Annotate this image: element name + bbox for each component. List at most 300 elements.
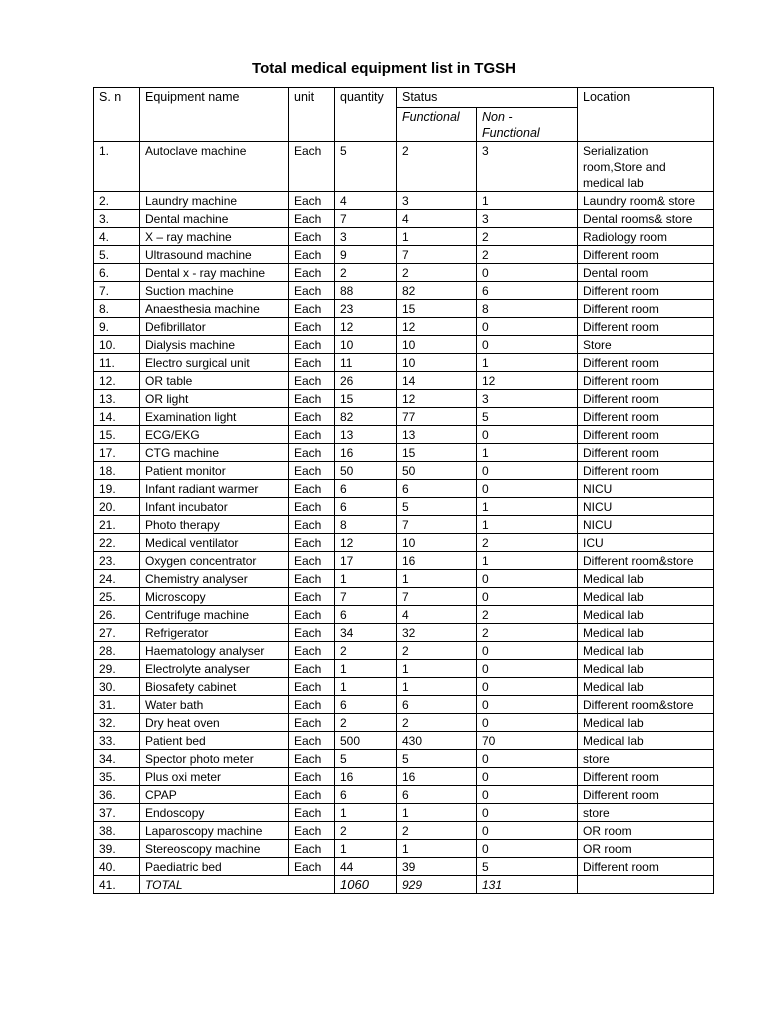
cell-sn: 4. — [94, 228, 140, 246]
table-row — [94, 444, 714, 462]
cell-equipment-name: Patient bed — [140, 732, 289, 750]
cell-non-functional: 1 — [477, 354, 578, 372]
table-row — [94, 858, 714, 876]
cell-sn: 39. — [94, 840, 140, 858]
table-row — [94, 210, 714, 228]
cell-unit: Each — [289, 282, 335, 300]
cell-non-functional: 1 — [477, 192, 578, 210]
cell-equipment-name: Electro surgical unit — [140, 354, 289, 372]
cell-location: Medical lab — [578, 588, 714, 606]
cell-functional: 77 — [397, 408, 477, 426]
cell-quantity: 3 — [335, 228, 397, 246]
cell-unit: Each — [289, 372, 335, 390]
table-row — [94, 408, 714, 426]
cell-sn: 36. — [94, 786, 140, 804]
cell-equipment-name: ECG/EKG — [140, 426, 289, 444]
cell-functional: 3 — [397, 192, 477, 210]
cell-equipment-name: Paediatric bed — [140, 858, 289, 876]
cell-non-functional: 0 — [477, 318, 578, 336]
cell-sn: 5. — [94, 246, 140, 264]
cell-unit: Each — [289, 768, 335, 786]
cell-quantity: 13 — [335, 426, 397, 444]
cell-quantity: 50 — [335, 462, 397, 480]
cell-equipment-name: Patient monitor — [140, 462, 289, 480]
cell-equipment-name: Examination light — [140, 408, 289, 426]
cell-equipment-name: Anaesthesia machine — [140, 300, 289, 318]
cell-quantity: 88 — [335, 282, 397, 300]
cell-functional: 2 — [397, 822, 477, 840]
cell-functional: 14 — [397, 372, 477, 390]
cell-location: Different room — [578, 768, 714, 786]
cell-non-functional: 0 — [477, 804, 578, 822]
cell-quantity: 2 — [335, 714, 397, 732]
cell-quantity: 9 — [335, 246, 397, 264]
cell-unit: Each — [289, 228, 335, 246]
cell-non-functional: 0 — [477, 714, 578, 732]
cell-non-functional: 1 — [477, 552, 578, 570]
cell-location: store — [578, 750, 714, 768]
cell-equipment-name: Chemistry analyser — [140, 570, 289, 588]
cell-sn: 24. — [94, 570, 140, 588]
cell-quantity: 7 — [335, 210, 397, 228]
cell-location: NICU — [578, 480, 714, 498]
cell-location: Medical lab — [578, 606, 714, 624]
cell-equipment-name: X – ray machine — [140, 228, 289, 246]
cell-quantity: 500 — [335, 732, 397, 750]
table-row — [94, 264, 714, 282]
total-row — [94, 876, 714, 894]
cell-non-functional: 2 — [477, 624, 578, 642]
cell-quantity: 10 — [335, 336, 397, 354]
cell-sn: 12. — [94, 372, 140, 390]
cell-quantity: 2 — [335, 264, 397, 282]
document-title: Total medical equipment list in TGSH — [252, 60, 516, 77]
cell-non-functional: 2 — [477, 228, 578, 246]
cell-non-functional: 70 — [477, 732, 578, 750]
cell-functional: 10 — [397, 354, 477, 372]
cell-unit: Each — [289, 336, 335, 354]
cell-unit: Each — [289, 732, 335, 750]
cell-sn: 32. — [94, 714, 140, 732]
cell-non-functional: 1 — [477, 516, 578, 534]
cell-equipment-name: Microscopy — [140, 588, 289, 606]
cell-location: Different room&store — [578, 696, 714, 714]
cell-equipment-name: Dialysis machine — [140, 336, 289, 354]
table-row — [94, 732, 714, 750]
cell-location: Serialization room,Store and medical lab — [578, 142, 714, 192]
cell-functional: 5 — [397, 498, 477, 516]
cell-sn: 38. — [94, 822, 140, 840]
cell-sn: 40. — [94, 858, 140, 876]
cell-sn: 37. — [94, 804, 140, 822]
cell-quantity: 8 — [335, 516, 397, 534]
total-functional: 929 — [397, 876, 477, 894]
cell-functional: 2 — [397, 264, 477, 282]
cell-functional: 6 — [397, 786, 477, 804]
table-row — [94, 804, 714, 822]
cell-location: Different room — [578, 354, 714, 372]
cell-unit: Each — [289, 426, 335, 444]
cell-equipment-name: Refrigerator — [140, 624, 289, 642]
header-location: Location — [578, 88, 714, 142]
cell-unit: Each — [289, 246, 335, 264]
table-row — [94, 142, 714, 192]
table-row — [94, 534, 714, 552]
equipment-table — [93, 87, 714, 894]
cell-non-functional: 0 — [477, 426, 578, 444]
cell-equipment-name: Oxygen concentrator — [140, 552, 289, 570]
cell-equipment-name: Haematology analyser — [140, 642, 289, 660]
table-row — [94, 192, 714, 210]
total-location — [578, 876, 714, 894]
cell-equipment-name: Defibrillator — [140, 318, 289, 336]
header-non-functional: Non - Functional — [477, 108, 578, 142]
cell-location: Different room — [578, 282, 714, 300]
cell-non-functional: 0 — [477, 786, 578, 804]
cell-functional: 82 — [397, 282, 477, 300]
cell-quantity: 6 — [335, 498, 397, 516]
cell-sn: 7. — [94, 282, 140, 300]
cell-unit: Each — [289, 534, 335, 552]
cell-sn: 2. — [94, 192, 140, 210]
cell-location: OR room — [578, 840, 714, 858]
cell-unit: Each — [289, 142, 335, 192]
cell-equipment-name: Suction machine — [140, 282, 289, 300]
cell-equipment-name: CTG machine — [140, 444, 289, 462]
cell-sn: 6. — [94, 264, 140, 282]
cell-non-functional: 1 — [477, 444, 578, 462]
cell-location: Different room&store — [578, 552, 714, 570]
cell-quantity: 6 — [335, 786, 397, 804]
table-body — [94, 142, 714, 876]
cell-equipment-name: Plus oxi meter — [140, 768, 289, 786]
cell-sn: 18. — [94, 462, 140, 480]
cell-non-functional: 0 — [477, 642, 578, 660]
cell-sn: 1. — [94, 142, 140, 192]
cell-functional: 15 — [397, 300, 477, 318]
cell-non-functional: 2 — [477, 606, 578, 624]
cell-quantity: 4 — [335, 192, 397, 210]
cell-sn: 27. — [94, 624, 140, 642]
table-row — [94, 336, 714, 354]
cell-non-functional: 0 — [477, 768, 578, 786]
cell-quantity: 82 — [335, 408, 397, 426]
cell-unit: Each — [289, 354, 335, 372]
cell-sn: 8. — [94, 300, 140, 318]
cell-location: Different room — [578, 372, 714, 390]
cell-functional: 7 — [397, 246, 477, 264]
cell-sn: 19. — [94, 480, 140, 498]
cell-unit: Each — [289, 642, 335, 660]
table-row — [94, 750, 714, 768]
cell-non-functional: 5 — [477, 408, 578, 426]
cell-quantity: 6 — [335, 606, 397, 624]
cell-equipment-name: Water bath — [140, 696, 289, 714]
cell-quantity: 1 — [335, 804, 397, 822]
cell-location: Different room — [578, 408, 714, 426]
cell-location: Medical lab — [578, 570, 714, 588]
table-row — [94, 318, 714, 336]
cell-unit: Each — [289, 840, 335, 858]
cell-sn: 10. — [94, 336, 140, 354]
cell-unit: Each — [289, 714, 335, 732]
table-row — [94, 498, 714, 516]
header-functional: Functional — [397, 108, 477, 142]
cell-location: Dental rooms& store — [578, 210, 714, 228]
cell-equipment-name: OR light — [140, 390, 289, 408]
table-row — [94, 606, 714, 624]
table-row — [94, 390, 714, 408]
cell-functional: 7 — [397, 588, 477, 606]
cell-functional: 16 — [397, 768, 477, 786]
cell-unit: Each — [289, 696, 335, 714]
table-row — [94, 660, 714, 678]
cell-functional: 4 — [397, 606, 477, 624]
cell-sn: 29. — [94, 660, 140, 678]
cell-non-functional: 0 — [477, 570, 578, 588]
cell-sn: 34. — [94, 750, 140, 768]
cell-functional: 5 — [397, 750, 477, 768]
cell-functional: 13 — [397, 426, 477, 444]
cell-functional: 10 — [397, 336, 477, 354]
cell-location: Medical lab — [578, 660, 714, 678]
table-row — [94, 426, 714, 444]
cell-functional: 10 — [397, 534, 477, 552]
cell-sn: 3. — [94, 210, 140, 228]
cell-location: Different room — [578, 300, 714, 318]
header-status: Status — [397, 88, 578, 108]
cell-equipment-name: Biosafety cabinet — [140, 678, 289, 696]
cell-quantity: 15 — [335, 390, 397, 408]
cell-location: Dental room — [578, 264, 714, 282]
cell-non-functional: 3 — [477, 390, 578, 408]
table-row — [94, 570, 714, 588]
cell-quantity: 7 — [335, 588, 397, 606]
cell-location: NICU — [578, 516, 714, 534]
cell-unit: Each — [289, 606, 335, 624]
cell-functional: 1 — [397, 570, 477, 588]
cell-location: Medical lab — [578, 642, 714, 660]
cell-quantity: 16 — [335, 444, 397, 462]
cell-non-functional: 0 — [477, 822, 578, 840]
cell-non-functional: 0 — [477, 678, 578, 696]
cell-functional: 2 — [397, 142, 477, 192]
cell-equipment-name: Laundry machine — [140, 192, 289, 210]
cell-equipment-name: Dental x - ray machine — [140, 264, 289, 282]
header-quantity: quantity — [335, 88, 397, 142]
cell-sn: 21. — [94, 516, 140, 534]
cell-location: Different room — [578, 786, 714, 804]
cell-quantity: 44 — [335, 858, 397, 876]
cell-unit: Each — [289, 498, 335, 516]
cell-equipment-name: Centrifuge machine — [140, 606, 289, 624]
cell-quantity: 11 — [335, 354, 397, 372]
table-row — [94, 246, 714, 264]
header-sn: S. n — [94, 88, 140, 142]
table-row — [94, 822, 714, 840]
table-row — [94, 462, 714, 480]
table-row — [94, 480, 714, 498]
cell-unit: Each — [289, 480, 335, 498]
table-row — [94, 588, 714, 606]
cell-unit: Each — [289, 300, 335, 318]
table-row — [94, 372, 714, 390]
cell-quantity: 1 — [335, 660, 397, 678]
cell-location: Laundry room& store — [578, 192, 714, 210]
cell-non-functional: 5 — [477, 858, 578, 876]
cell-non-functional: 12 — [477, 372, 578, 390]
cell-location: Different room — [578, 246, 714, 264]
total-non-functional: 131 — [477, 876, 578, 894]
header-unit: unit — [289, 88, 335, 142]
cell-sn: 13. — [94, 390, 140, 408]
cell-non-functional: 0 — [477, 696, 578, 714]
table-row — [94, 516, 714, 534]
cell-location: Medical lab — [578, 732, 714, 750]
cell-functional: 430 — [397, 732, 477, 750]
header-equipment-name: Equipment name — [140, 88, 289, 142]
cell-unit: Each — [289, 516, 335, 534]
cell-unit: Each — [289, 858, 335, 876]
cell-unit: Each — [289, 552, 335, 570]
table-row — [94, 786, 714, 804]
cell-functional: 1 — [397, 678, 477, 696]
cell-equipment-name: Ultrasound machine — [140, 246, 289, 264]
cell-functional: 7 — [397, 516, 477, 534]
cell-functional: 1 — [397, 660, 477, 678]
cell-unit: Each — [289, 444, 335, 462]
cell-non-functional: 0 — [477, 750, 578, 768]
cell-functional: 12 — [397, 318, 477, 336]
cell-equipment-name: Stereoscopy machine — [140, 840, 289, 858]
cell-sn: 15. — [94, 426, 140, 444]
cell-unit: Each — [289, 786, 335, 804]
cell-quantity: 1 — [335, 678, 397, 696]
cell-functional: 32 — [397, 624, 477, 642]
table-row — [94, 354, 714, 372]
table-row — [94, 768, 714, 786]
cell-functional: 39 — [397, 858, 477, 876]
cell-unit: Each — [289, 804, 335, 822]
cell-quantity: 26 — [335, 372, 397, 390]
cell-location: Different room — [578, 426, 714, 444]
cell-equipment-name: Dry heat oven — [140, 714, 289, 732]
table-row — [94, 696, 714, 714]
cell-non-functional: 2 — [477, 534, 578, 552]
cell-quantity: 6 — [335, 696, 397, 714]
cell-location: Medical lab — [578, 624, 714, 642]
cell-equipment-name: Photo therapy — [140, 516, 289, 534]
cell-location: Different room — [578, 462, 714, 480]
cell-equipment-name: CPAP — [140, 786, 289, 804]
cell-equipment-name: Endoscopy — [140, 804, 289, 822]
cell-non-functional: 0 — [477, 264, 578, 282]
cell-location: Different room — [578, 390, 714, 408]
cell-sn: 33. — [94, 732, 140, 750]
cell-functional: 1 — [397, 228, 477, 246]
cell-unit: Each — [289, 660, 335, 678]
cell-unit: Each — [289, 462, 335, 480]
cell-location: Different room — [578, 444, 714, 462]
cell-sn: 30. — [94, 678, 140, 696]
total-label: TOTAL — [140, 876, 335, 894]
cell-location: NICU — [578, 498, 714, 516]
cell-non-functional: 0 — [477, 480, 578, 498]
cell-unit: Each — [289, 750, 335, 768]
cell-sn: 11. — [94, 354, 140, 372]
cell-location: Different room — [578, 858, 714, 876]
cell-functional: 1 — [397, 840, 477, 858]
cell-unit: Each — [289, 822, 335, 840]
cell-non-functional: 0 — [477, 840, 578, 858]
cell-equipment-name: Spector photo meter — [140, 750, 289, 768]
cell-functional: 1 — [397, 804, 477, 822]
cell-sn: 9. — [94, 318, 140, 336]
table-row — [94, 624, 714, 642]
cell-sn: 17. — [94, 444, 140, 462]
table-header — [94, 88, 714, 142]
cell-non-functional: 2 — [477, 246, 578, 264]
cell-unit: Each — [289, 624, 335, 642]
table-row — [94, 282, 714, 300]
cell-quantity: 5 — [335, 142, 397, 192]
cell-quantity: 1 — [335, 840, 397, 858]
cell-sn: 22. — [94, 534, 140, 552]
cell-location: store — [578, 804, 714, 822]
cell-unit: Each — [289, 264, 335, 282]
cell-sn: 14. — [94, 408, 140, 426]
table-row — [94, 228, 714, 246]
cell-unit: Each — [289, 408, 335, 426]
cell-quantity: 2 — [335, 822, 397, 840]
table-row — [94, 300, 714, 318]
cell-location: ICU — [578, 534, 714, 552]
cell-equipment-name: Medical ventilator — [140, 534, 289, 552]
cell-equipment-name: Electrolyte analyser — [140, 660, 289, 678]
cell-functional: 6 — [397, 696, 477, 714]
table-row — [94, 714, 714, 732]
cell-non-functional: 1 — [477, 498, 578, 516]
cell-non-functional: 6 — [477, 282, 578, 300]
total-quantity: 1060 — [335, 876, 397, 894]
cell-sn: 28. — [94, 642, 140, 660]
cell-functional: 16 — [397, 552, 477, 570]
cell-location: Radiology room — [578, 228, 714, 246]
cell-sn: 35. — [94, 768, 140, 786]
cell-non-functional: 0 — [477, 588, 578, 606]
cell-non-functional: 3 — [477, 210, 578, 228]
cell-quantity: 5 — [335, 750, 397, 768]
cell-quantity: 2 — [335, 642, 397, 660]
cell-non-functional: 8 — [477, 300, 578, 318]
cell-functional: 6 — [397, 480, 477, 498]
cell-functional: 50 — [397, 462, 477, 480]
cell-equipment-name: Dental machine — [140, 210, 289, 228]
cell-equipment-name: Infant incubator — [140, 498, 289, 516]
cell-location: Store — [578, 336, 714, 354]
cell-functional: 2 — [397, 714, 477, 732]
cell-unit: Each — [289, 390, 335, 408]
cell-location: Medical lab — [578, 714, 714, 732]
cell-quantity: 34 — [335, 624, 397, 642]
cell-sn: 31. — [94, 696, 140, 714]
table-row — [94, 552, 714, 570]
cell-quantity: 1 — [335, 570, 397, 588]
cell-quantity: 12 — [335, 318, 397, 336]
cell-unit: Each — [289, 570, 335, 588]
cell-equipment-name: Autoclave machine — [140, 142, 289, 192]
cell-unit: Each — [289, 588, 335, 606]
